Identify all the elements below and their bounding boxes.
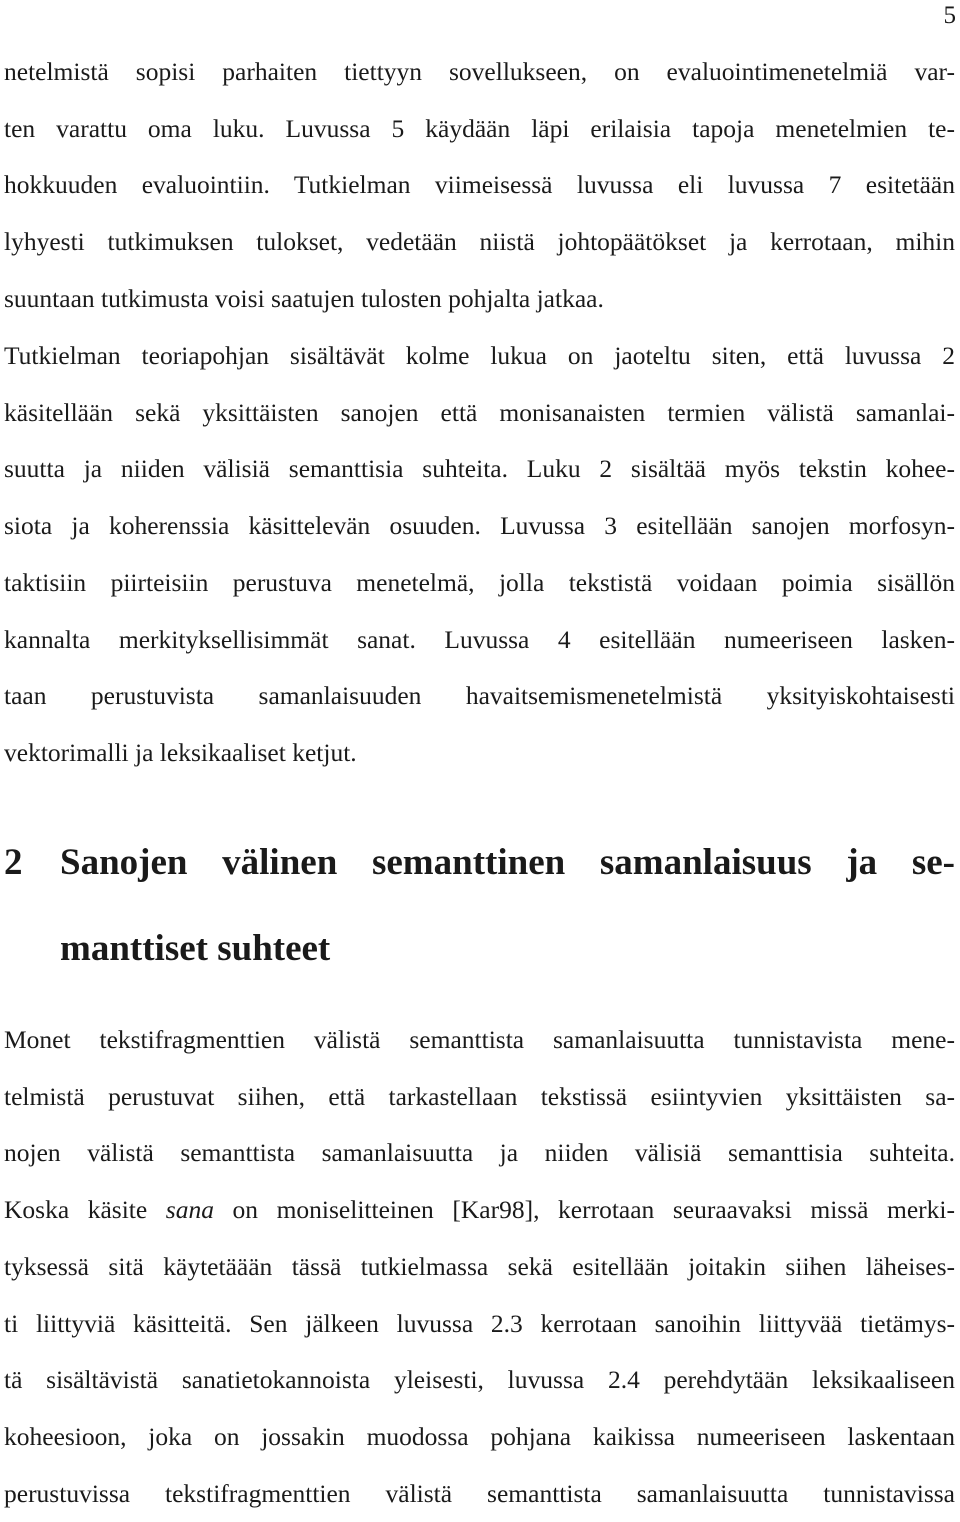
- overview-paragraph-text: [4, 328, 955, 782]
- text-fragment: Koska käsite: [4, 1195, 166, 1225]
- text-line: nojen välistä semanttista samanlaisuutta ja niiden välisiä semanttisia suhteita.: [4, 1138, 955, 1168]
- text-line: Tutkielman teoriapohjan sisältävät kolme lukua on jaoteltu siten, että luvussa 2: [4, 341, 955, 370]
- chapter-intro-paragraph-text: [4, 1012, 955, 1522]
- text-line: tyksessä sitä käytetäään tässä tutkielmassa sekä esitellään joitakin siihen läheises-: [4, 1251, 955, 1281]
- chapter-title-line: manttiset suhteet: [60, 928, 331, 969]
- intro-paragraph: [4, 44, 955, 328]
- text-line: tä sisältävistä sanatietokannoista yleisesti, luvussa 2.4 perehdytään leksikaaliseen: [4, 1365, 955, 1395]
- text-line: netelmistä sopisi parhaiten tiettyyn sovellukseen, on evaluointimenetelmiä var-: [4, 57, 955, 86]
- text-line: taktisiin piirteisiin perustuva menetelmä, jolla tekstistä voidaan poimia sisällön: [4, 567, 955, 597]
- emphasized-term: sana: [165, 1195, 214, 1225]
- text-line: Monet tekstifragmenttien välistä semanttista samanlaisuutta tunnistavista mene-: [4, 1025, 955, 1054]
- text-fragment: on moniselitteinen [Kar98], kerrotaan seuraavaksi missä merki-: [213, 1195, 955, 1225]
- chapter-heading: [4, 820, 955, 992]
- overview-paragraph: [4, 328, 955, 782]
- text-line: vektorimalli ja leksikaaliset ketjut.: [4, 737, 357, 767]
- text-line: käsitellään sekä yksittäisten sanojen että monisanaisten termien välistä samanlai-: [4, 397, 955, 427]
- page-number: 5: [943, 2, 956, 29]
- text-line: telmistä perustuvat siihen, että tarkastellaan tekstissä esiintyvien yksittäisten sa-: [4, 1081, 955, 1111]
- text-line: lyhyesti tutkimuksen tulokset, vedetään niistä johtopäätökset ja kerrotaan, mihin: [4, 227, 955, 257]
- chapter-title: [4, 820, 955, 992]
- chapter-number: 2: [4, 842, 23, 883]
- text-line: kannalta merkityksellisimmät sanat. Luvussa 4 esitellään numeeriseen lasken-: [4, 624, 955, 654]
- text-line: perustuvissa tekstifragmenttien välistä semanttista samanlaisuutta tunnistavissa: [4, 1478, 955, 1508]
- text-line: siota ja koherenssia käsittelevän osuuden. Luvussa 3 esitellään sanojen morfosyn-: [4, 511, 955, 541]
- chapter-title-line: Sanojen välinen semanttinen samanlaisuus ja se-: [60, 842, 955, 883]
- text-line: [4, 1182, 955, 1239]
- text-line: suuntaan tutkimusta voisi saatujen tulosten pohjalta jatkaa.: [4, 283, 604, 313]
- intro-paragraph-text: [4, 44, 955, 328]
- chapter-intro-paragraph: [4, 1012, 955, 1522]
- text-line: hokkuuden evaluointiin. Tutkielman viimeisessä luvussa eli luvussa 7 esitetään: [4, 170, 955, 200]
- text-line: ti liittyviä käsitteitä. Sen jälkeen luvussa 2.3 kerrotaan sanoihin liittyvää tietämys-: [4, 1308, 955, 1338]
- text-line: ten varattu oma luku. Luvussa 5 käydään läpi erilaisia tapoja menetelmien te-: [4, 113, 955, 143]
- text-line: taan perustuvista samanlaisuuden havaitsemismenetelmistä yksityiskohtaisesti: [4, 681, 955, 711]
- text-line: koheesioon, joka on jossakin muodossa pohjana kaikissa numeeriseen laskentaan: [4, 1421, 955, 1451]
- text-line: suutta ja niiden välisiä semanttisia suhteita. Luku 2 sisältää myös tekstin kohee-: [4, 454, 955, 484]
